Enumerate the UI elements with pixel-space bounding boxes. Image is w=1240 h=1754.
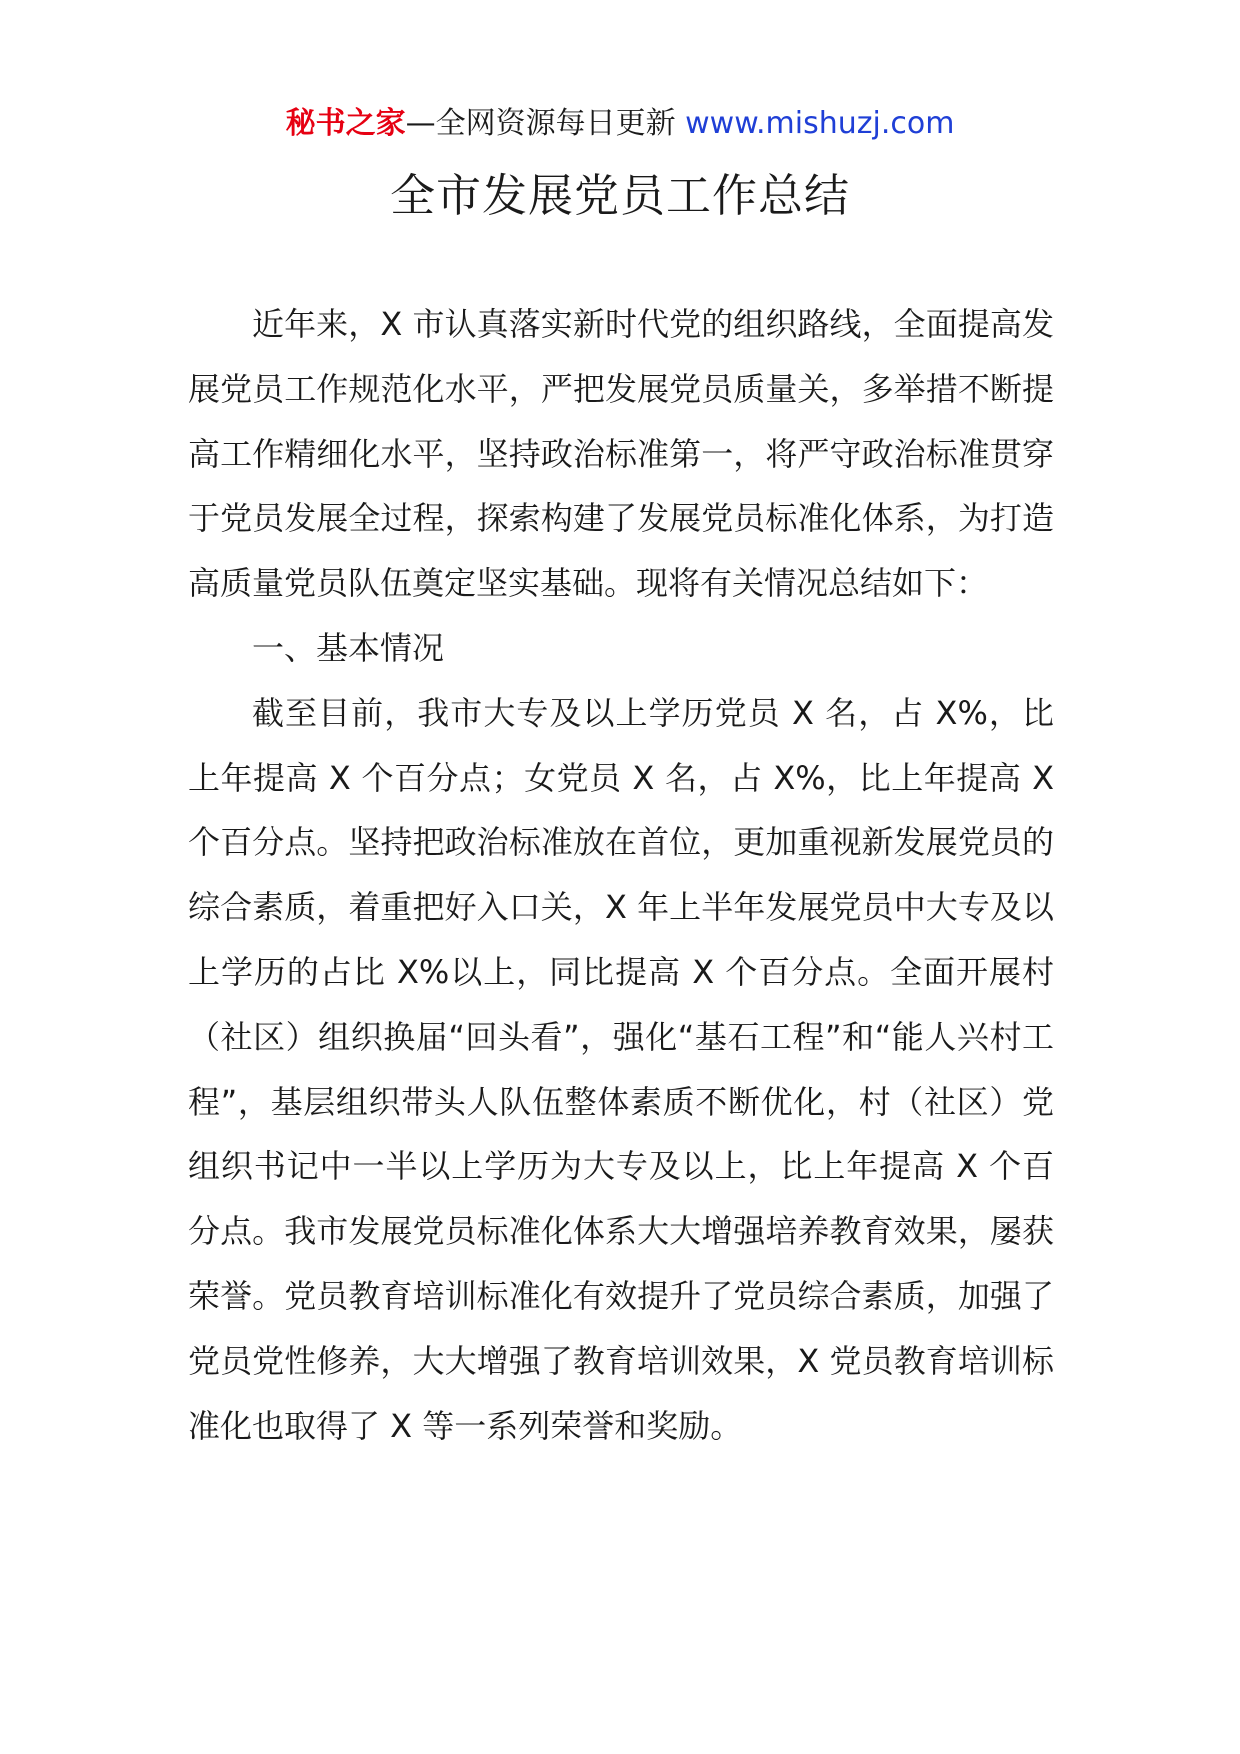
site-brand: 秘书之家 bbox=[285, 106, 406, 141]
intro-paragraph: 近年来，X 市认真落实新时代党的组织路线，全面提高发展党员工作规范化水平，严把发展党员质量关，多举措不断提高工作精细化水平，坚持政治标准第一，将严守政治标准贯穿于党员发展全过程，探索构建了发展党员标准化体系，为打造高质量党员队伍奠定坚实基础。现将有关情况总结如下： bbox=[188, 305, 1054, 603]
document-body bbox=[188, 292, 1054, 1458]
basic-situation-paragraph: 截至目前，我市大专及以上学历党员 X 名，占 X%，比上年提高 X 个百分点；女党员 X 名，占 X%，比上年提高 X 个百分点。坚持把政治标准放在首位，更加重视新发展党员的综合素质，着重把好入口关，X 年上半年发展党员中大专及以上学历的占比 X%以上，同比提高 X 个百分点。全面开展村（社区）组织换届“回头看”，强化“基石工程”和“能人兴村工程”，基层组织带头人队伍整体素质不断优化，村（社区）党组织书记中一半以上学历为大专及以上，比上年提高 X 个百分点。我市发展党员标准化体系大大增强培养教育效果，屡获荣誉。党员教育培训标准化有效提升了党员综合素质，加强了党员党性修养，大大增强了教育培训效果，X 党员教育培训标准化也取得了 X 等一系列荣誉和奖励。 bbox=[188, 693, 1054, 1445]
site-header bbox=[0, 104, 1240, 144]
site-tagline: —全网资源每日更新 bbox=[405, 106, 686, 141]
document-title: 全市发展党员工作总结 bbox=[389, 169, 850, 222]
site-url[interactable]: www.mishuzj.com bbox=[685, 106, 955, 141]
section-heading: 一、基本情况 bbox=[252, 628, 445, 667]
